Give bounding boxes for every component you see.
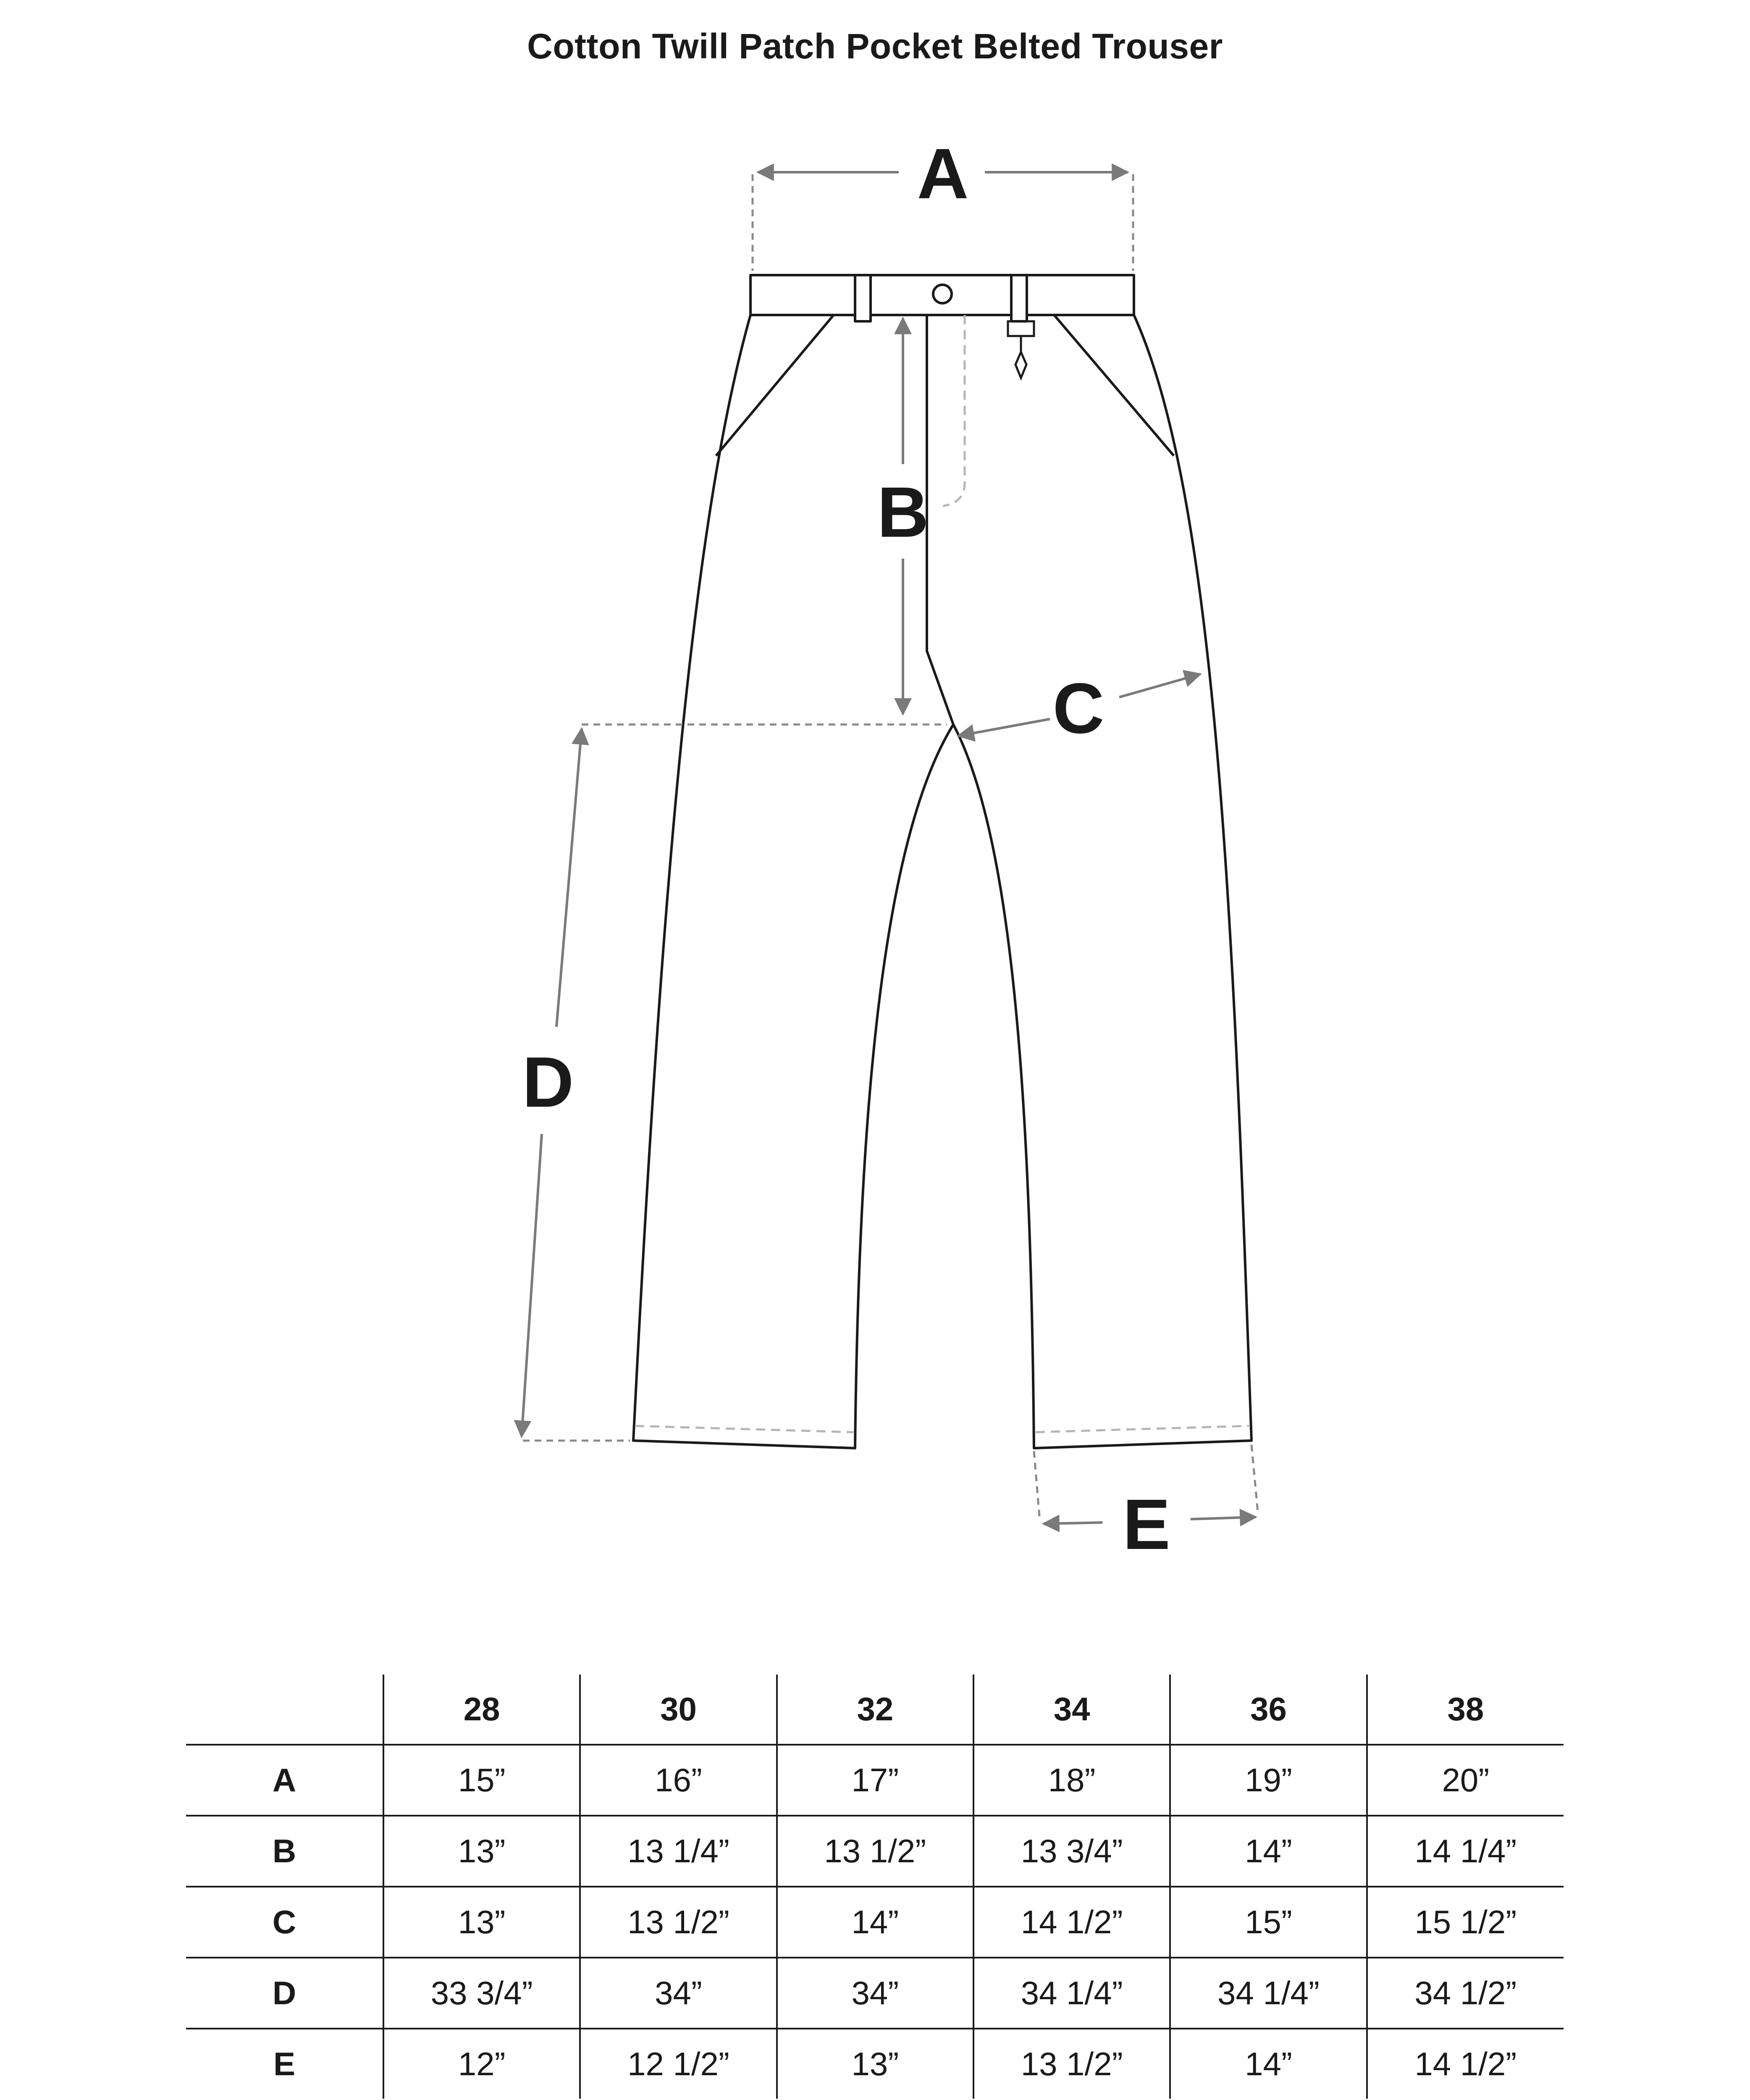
table-cell: 18” — [973, 1745, 1170, 1816]
row-label: C — [186, 1887, 383, 1958]
fly-stitch — [943, 315, 965, 506]
table-row — [186, 1745, 1564, 1816]
table-cell: 19” — [1170, 1745, 1367, 1816]
arrow-c-left — [958, 719, 1050, 736]
dimension-label-c: C — [1052, 669, 1105, 748]
stitching — [635, 315, 1249, 1432]
table-cell: 13 1/2” — [973, 2029, 1170, 2099]
row-label: D — [186, 1958, 383, 2029]
dimension-label-a: A — [917, 134, 969, 214]
header-size-38: 38 — [1367, 1675, 1564, 1745]
table-cell: 14” — [1170, 1816, 1367, 1887]
table-cell: 15” — [383, 1745, 580, 1816]
belt-loop-right — [1011, 275, 1027, 321]
table-cell: 12” — [383, 2029, 580, 2099]
table-cell: 13 1/2” — [580, 1887, 777, 1958]
table-cell: 17” — [777, 1745, 973, 1816]
table-cell: 34” — [580, 1958, 777, 2029]
table-cell: 13 3/4” — [973, 1816, 1170, 1887]
arrow-d-bottom — [522, 1134, 542, 1436]
table-cell: 14 1/2” — [973, 1887, 1170, 1958]
page-title: Cotton Twill Patch Pocket Belted Trouser — [527, 26, 1223, 66]
table-cell: 33 3/4” — [383, 1958, 580, 2029]
hem-stitch-right — [1036, 1426, 1249, 1432]
table-cell: 34 1/2” — [1367, 1958, 1564, 2029]
size-chart-table — [186, 1675, 1564, 2099]
dimension-arrows — [522, 172, 1256, 1524]
table-row — [186, 1816, 1564, 1887]
belt-loop-left — [855, 275, 871, 321]
table-cell: 14 1/4” — [1367, 1816, 1564, 1887]
table-cell: 34” — [777, 1958, 973, 2029]
table-cell: 15” — [1170, 1887, 1367, 1958]
fly-line — [927, 315, 953, 724]
table-row — [186, 1887, 1564, 1958]
table-cell: 13” — [777, 2029, 973, 2099]
dimension-label-d: D — [522, 1042, 574, 1122]
row-label: E — [186, 2029, 383, 2099]
header-size-28: 28 — [383, 1675, 580, 1745]
table-cell: 14” — [1170, 2029, 1367, 2099]
dimension-label-b: B — [877, 472, 929, 552]
header-cell — [186, 1675, 383, 1745]
trouser-body — [633, 315, 1251, 1448]
pocket-right — [1054, 315, 1174, 456]
header-size-32: 32 — [777, 1675, 973, 1745]
waistband — [750, 275, 1134, 315]
dimension-label-e: E — [1123, 1485, 1170, 1564]
table-cell: 34 1/4” — [1170, 1958, 1367, 2029]
table-row — [186, 2029, 1564, 2099]
table-cell: 14 1/2” — [1367, 2029, 1564, 2099]
arrow-e-left — [1044, 1522, 1102, 1524]
table-cell: 20” — [1367, 1745, 1564, 1816]
table-cell: 13 1/4” — [580, 1816, 777, 1887]
arrow-e-right — [1191, 1517, 1256, 1519]
table-row — [186, 1958, 1564, 2029]
table-cell: 12 1/2” — [580, 2029, 777, 2099]
arrow-d-top — [556, 729, 582, 1027]
hem-stitch-left — [635, 1426, 853, 1432]
table-cell: 13” — [383, 1887, 580, 1958]
arrow-c-right — [1119, 674, 1200, 697]
trouser-outline — [633, 275, 1251, 1448]
table-cell: 34 1/4” — [973, 1958, 1170, 2029]
table-cell: 13 1/2” — [777, 1816, 973, 1887]
table-cell: 16” — [580, 1745, 777, 1816]
dimension-guides — [523, 174, 1258, 1516]
header-size-36: 36 — [1170, 1675, 1367, 1745]
header-size-34: 34 — [973, 1675, 1170, 1745]
table-cell: 13” — [383, 1816, 580, 1887]
table-cell: 15 1/2” — [1367, 1887, 1564, 1958]
header-size-30: 30 — [580, 1675, 777, 1745]
table-header-row — [186, 1675, 1564, 1745]
row-label: A — [186, 1745, 383, 1816]
table-cell: 14” — [777, 1887, 973, 1958]
row-label: B — [186, 1816, 383, 1887]
buckle-icon — [1008, 321, 1034, 378]
